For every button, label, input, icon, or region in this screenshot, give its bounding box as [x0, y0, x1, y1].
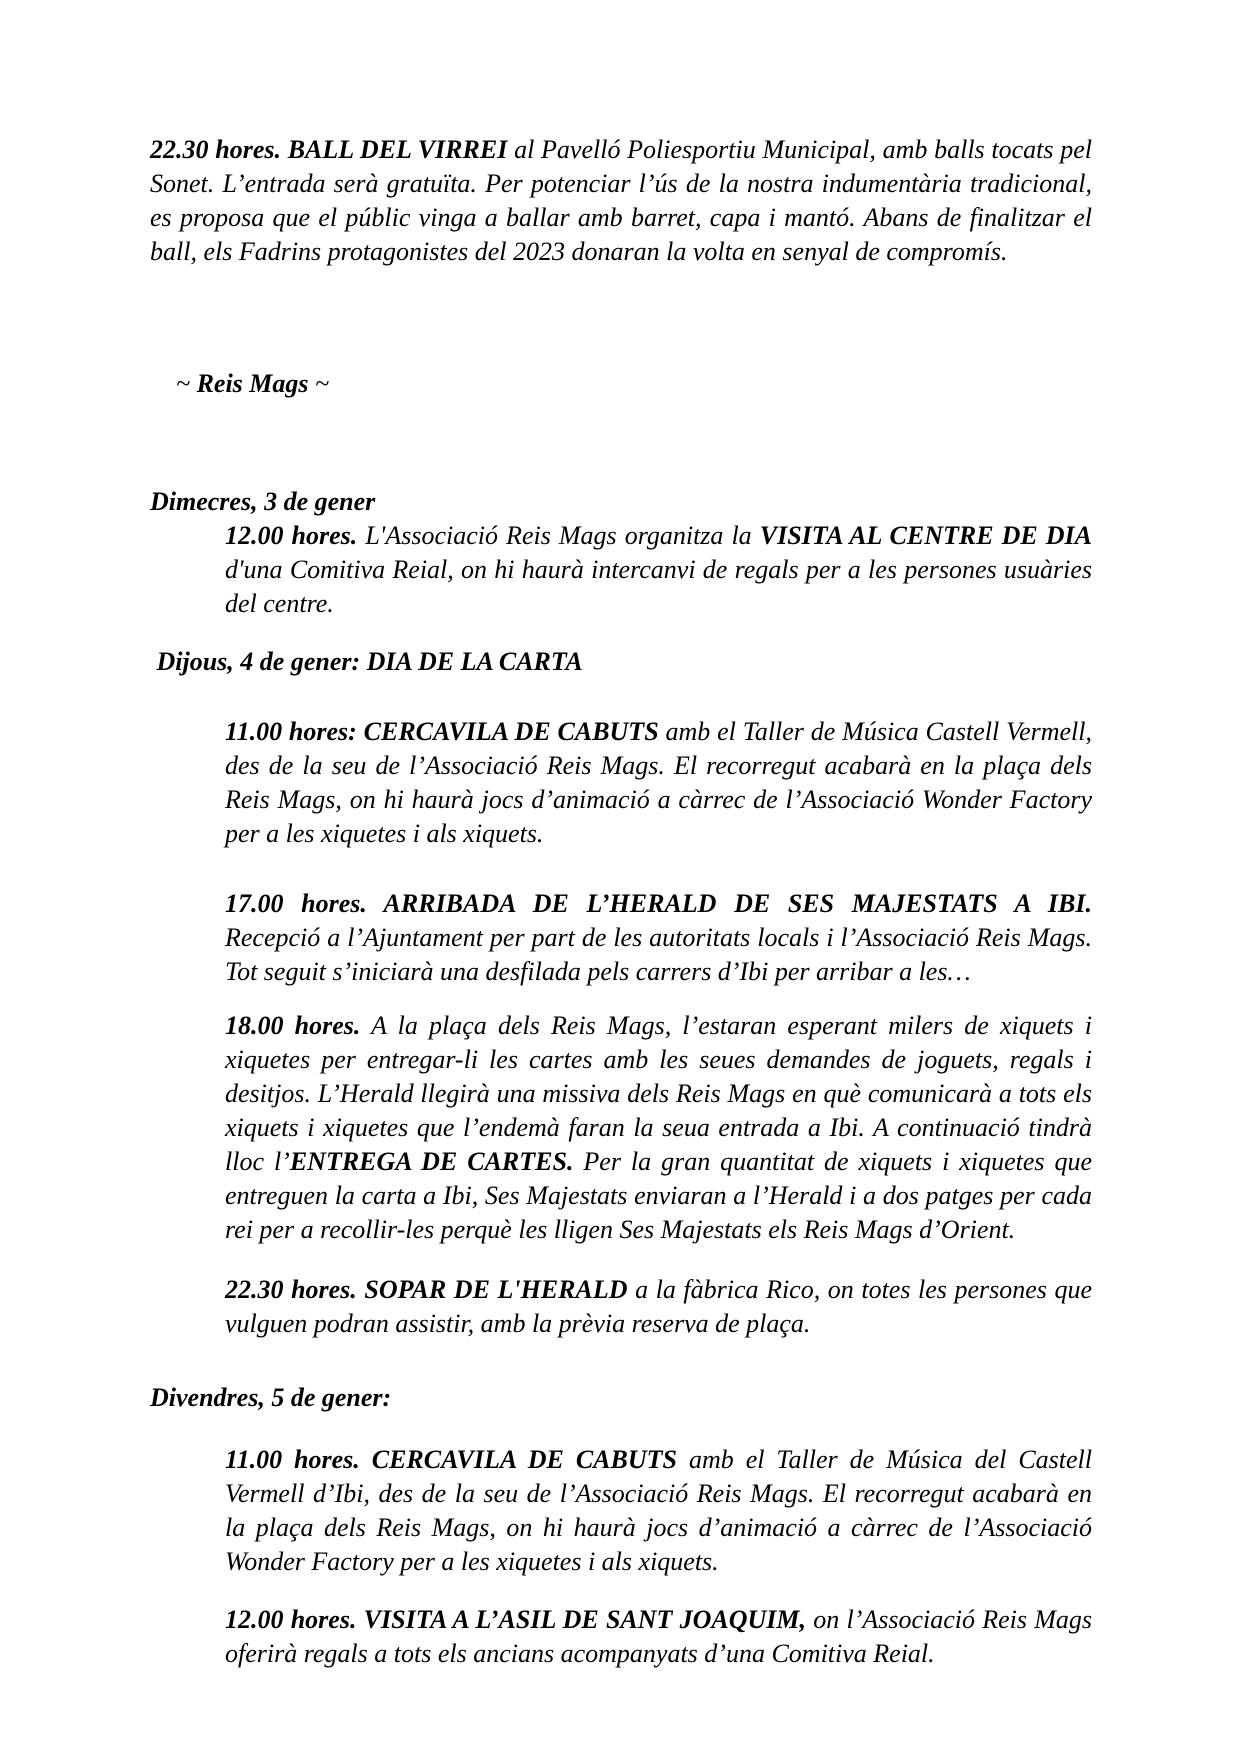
- day-heading-dimecres: Dimecres, 3 de gener: [150, 487, 376, 516]
- day-heading-divendres: Divendres, 5 de gener:: [150, 1383, 392, 1412]
- section-title-text: Reis Mags: [196, 369, 309, 398]
- event-description-cont: d'una Comitiva Reial, on hi haurà intercanvi de regals per a les persones usuàries del centre.: [225, 555, 1092, 618]
- tilde-prefix: ~: [176, 369, 197, 398]
- event-time-title: 22.30 hores. BALL DEL VIRREI: [150, 135, 508, 164]
- paragraph-arribada-herald: [225, 887, 1092, 989]
- event-time-title: 22.30 hores. SOPAR DE L'HERALD: [225, 1275, 628, 1304]
- tilde-suffix: ~: [308, 369, 330, 398]
- event-description: on l’Associació Reis Mags oferirà regals a tots els ancians acompanyats d’una Comitiva Reial.: [225, 1605, 1092, 1668]
- event-description: amb el Taller de Música del Castell Vermell d’Ibi, des de la seu de l’Associació Reis Mags. El recorregut acabarà en la plaça dels Reis Mags, on hi haurà jocs d’animació a càrrec de l’Associació Wonder Factory per a les xiquetes i als xiquets.: [225, 1445, 1093, 1576]
- event-description: Recepció a l’Ajuntament per part de les autoritats locals i l’Associació Reis Mags. Tot seguit s’iniciarà una desfilada pels carrers d’Ibi per arribar a les…: [225, 923, 1092, 986]
- event-time-title: 12.00 hores. VISITA A L’ASIL DE SANT JOAQUIM,: [225, 1605, 807, 1634]
- day-heading-dijous: Dijous, 4 de gener: DIA DE LA CARTA: [150, 647, 583, 676]
- event-time: 12.00 hores.: [225, 521, 358, 550]
- paragraph-visita-centre-de-dia: [225, 519, 1092, 621]
- event-name: VISITA AL CENTRE DE DIA: [759, 521, 1092, 550]
- paragraph-cercavila-cabuts-dijous: [225, 715, 1092, 851]
- section-title-reis-mags: [150, 333, 1092, 435]
- event-time-title: 17.00 hores. ARRIBADA DE L’HERALD DE SES MAJESTATS A IBI.: [225, 889, 1092, 918]
- event-description-cont: Per la gran quantitat de xiquets i xiquetes que entreguen la carta a Ibi, Ses Majestats enviaran a l’Herald i a dos patges per cada rei per a recollir-les perquè les lligen Ses Majestats els Reis Mags d’Orient.: [225, 1147, 1092, 1244]
- event-time-title: 11.00 hores: CERCAVILA DE CABUTS: [225, 717, 659, 746]
- event-time: 18.00 hores.: [225, 1011, 361, 1040]
- event-description: amb el Taller de Música Castell Vermell, des de la seu de l’Associació Reis Mags. El recorregut acabarà en la plaça dels Reis Mags, on hi haurà jocs d’animació a càrrec de l’Associació Wonder Factory per a les xiquetes i als xiquets.: [225, 717, 1092, 848]
- event-name-entrega-cartes: ENTREGA DE CARTES.: [289, 1147, 574, 1176]
- event-description: L'Associació Reis Mags organitza la: [357, 521, 760, 550]
- paragraph-cercavila-cabuts-divendres: [225, 1443, 1092, 1579]
- event-description: A la plaça dels Reis Mags, l’estaran esperant milers de xiquets i xiquetes per entregar-li les cartes amb les seues demandes de joguets, regals i desitjos. L’Herald llegirà una missiva dels Reis Mags en què comunicarà a tots els xiquets i xiquetes que l’endemà faran la seua entrada a Ibi. A continuació tindrà lloc l’: [225, 1011, 1092, 1176]
- paragraph-placa-reis-mags: [225, 1009, 1092, 1247]
- event-description: al Pavelló Poliesportiu Municipal, amb balls tocats pel Sonet. L’entrada serà gratuïta. Per potenciar l’ús de la nostra indumentària tradicional, es proposa que el públic vinga a ballar amb barret, capa i mantó. Abans de finalitzar el ball, els Fadrins protagonistes del 2023 donaran la volta en senyal de compromís.: [150, 135, 1093, 266]
- event-description: a la fàbrica Rico, on totes les persones que vulguen podran assistir, amb la prèvia reserva de plaça.: [225, 1275, 1092, 1338]
- event-time-title: 11.00 hores. CERCAVILA DE CABUTS: [225, 1445, 677, 1474]
- paragraph-sopar-herald: [225, 1273, 1092, 1341]
- paragraph-visita-asil: [225, 1603, 1092, 1671]
- paragraph-ball-del-virrei: [150, 133, 1092, 269]
